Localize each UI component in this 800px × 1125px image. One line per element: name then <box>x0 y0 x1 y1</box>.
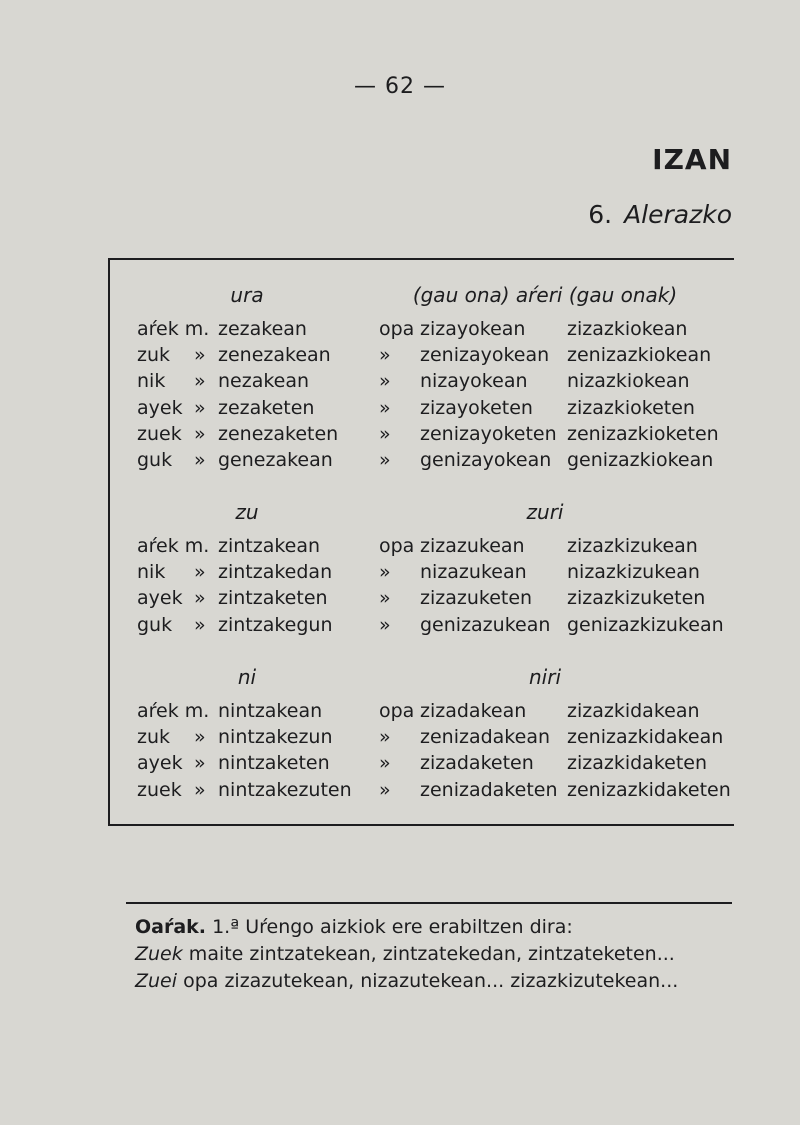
plural-object-cell: zizazkidakean <box>567 700 700 722</box>
right-header: niri <box>528 665 562 689</box>
verb-form-cell: zintzaketen <box>218 587 328 609</box>
page-number: — 62 — <box>354 74 446 99</box>
verb-form-cell: zintzakean <box>218 535 321 557</box>
ditto-mark-cell: » <box>194 752 206 774</box>
ditto-mark-cell: » <box>194 614 206 636</box>
plural-object-cell: nizazkiokean <box>567 370 690 392</box>
subject-cell: aŕek m. <box>137 318 210 340</box>
subject-cell: ayek <box>137 587 183 609</box>
note-line-2-italic: Zuek <box>135 943 183 965</box>
verb-form-cell: zezaketen <box>218 397 315 419</box>
note-line-2-text: maite zintzatekean, zintzatekedan, zintzateketen... <box>182 943 675 965</box>
left-header: zu <box>235 500 259 524</box>
verb-form-cell: nintzakezuten <box>218 779 352 801</box>
verb-form-cell: zintzakedan <box>218 561 333 583</box>
subject-cell: zuk <box>137 344 171 366</box>
right-header: zuri <box>526 500 564 524</box>
note-line-3-italic: Zuei <box>135 970 178 992</box>
verb-form-cell: zenezaketen <box>218 423 339 445</box>
chapter-title: IZAN <box>652 143 732 176</box>
verb-form-cell: zintzakegun <box>218 614 333 636</box>
opa-cell: » <box>379 752 391 774</box>
opa-cell: » <box>379 726 391 748</box>
note-line-1-text: 1.ª Uŕengo aizkiok ere erabiltzen dira: <box>212 916 573 938</box>
subject-cell: guk <box>137 614 173 636</box>
singular-object-cell: zizadakean <box>420 700 527 722</box>
ditto-mark-cell: » <box>194 344 206 366</box>
plural-object-cell: nizazkizukean <box>567 561 700 583</box>
note-line-1 <box>135 914 573 940</box>
left-header: ni <box>237 665 257 689</box>
subject-cell: zuek <box>137 779 182 801</box>
subject-cell: nik <box>137 561 166 583</box>
table-top-rule <box>108 258 734 260</box>
singular-object-cell: zizayoketen <box>420 397 533 419</box>
opa-cell: » <box>379 561 391 583</box>
singular-object-cell: zenizayoketen <box>420 423 557 445</box>
subject-cell: aŕek m. <box>137 535 210 557</box>
ditto-mark-cell: » <box>194 779 206 801</box>
plural-object-cell: zizazkioketen <box>567 397 695 419</box>
opa-cell: » <box>379 344 391 366</box>
plural-object-cell: zenizazkidaketen <box>567 779 731 801</box>
opa-cell: » <box>379 370 391 392</box>
plural-object-cell: zizazkiokean <box>567 318 688 340</box>
plural-object-cell: zenizazkioketen <box>567 423 719 445</box>
subject-cell: zuek <box>137 423 182 445</box>
subtitle-number: 6. <box>588 200 613 229</box>
subject-cell: ayek <box>137 752 183 774</box>
verb-form-cell: nintzaketen <box>218 752 330 774</box>
opa-cell: » <box>379 397 391 419</box>
singular-object-cell: nizazukean <box>420 561 527 583</box>
verb-form-cell: nezakean <box>218 370 310 392</box>
plural-object-cell: zenizazkidakean <box>567 726 724 748</box>
verb-form-cell: zenezakean <box>218 344 331 366</box>
plural-object-cell: zizazkidaketen <box>567 752 708 774</box>
verb-form-cell: genezakean <box>218 449 333 471</box>
ditto-mark-cell: » <box>194 370 206 392</box>
singular-object-cell: zizazuketen <box>420 587 533 609</box>
plural-object-cell: zenizazkiokean <box>567 344 712 366</box>
opa-cell: opa <box>379 318 415 340</box>
verb-form-cell: zezakean <box>218 318 307 340</box>
subtitle-word: Alerazko <box>624 200 732 229</box>
table-left-rule <box>108 258 110 826</box>
subject-cell: guk <box>137 449 173 471</box>
opa-cell: » <box>379 587 391 609</box>
singular-object-cell: genizayokean <box>420 449 552 471</box>
ditto-mark-cell: » <box>194 561 206 583</box>
ditto-mark-cell: » <box>194 423 206 445</box>
table-bottom-rule <box>108 824 734 826</box>
opa-cell: » <box>379 779 391 801</box>
subject-cell: nik <box>137 370 166 392</box>
plural-object-cell: genizazkiokean <box>567 449 714 471</box>
opa-cell: » <box>379 449 391 471</box>
plural-object-cell: zizazkizukean <box>567 535 698 557</box>
ditto-mark-cell: » <box>194 449 206 471</box>
right-header: (gau ona) aŕeri (gau onak) <box>412 283 678 307</box>
subject-cell: aŕek m. <box>137 700 210 722</box>
plural-object-cell: zizazkizuketen <box>567 587 706 609</box>
verb-form-cell: nintzakean <box>218 700 323 722</box>
singular-object-cell: zenizadakean <box>420 726 551 748</box>
notes-rule <box>126 902 732 904</box>
singular-object-cell: nizayokean <box>420 370 528 392</box>
subject-cell: ayek <box>137 397 183 419</box>
note-label: Oaŕak. <box>135 916 207 938</box>
plural-object-cell: genizazkizukean <box>567 614 724 636</box>
subject-cell: zuk <box>137 726 171 748</box>
opa-cell: » <box>379 423 391 445</box>
singular-object-cell: zizayokean <box>420 318 526 340</box>
singular-object-cell: genizazukean <box>420 614 551 636</box>
note-line-3-text: opa zizazutekean, nizazutekean... zizazkizutekean... <box>177 970 679 992</box>
singular-object-cell: zenizadaketen <box>420 779 558 801</box>
left-header: ura <box>230 283 264 307</box>
singular-object-cell: zenizayokean <box>420 344 550 366</box>
singular-object-cell: zizazukean <box>420 535 525 557</box>
opa-cell: » <box>379 614 391 636</box>
opa-cell: opa <box>379 700 415 722</box>
section-subtitle <box>588 200 732 229</box>
verb-form-cell: nintzakezun <box>218 726 333 748</box>
note-line-2 <box>135 941 675 967</box>
ditto-mark-cell: » <box>194 726 206 748</box>
singular-object-cell: zizadaketen <box>420 752 534 774</box>
opa-cell: opa <box>379 535 415 557</box>
ditto-mark-cell: » <box>194 397 206 419</box>
ditto-mark-cell: » <box>194 587 206 609</box>
note-line-3 <box>135 968 678 994</box>
